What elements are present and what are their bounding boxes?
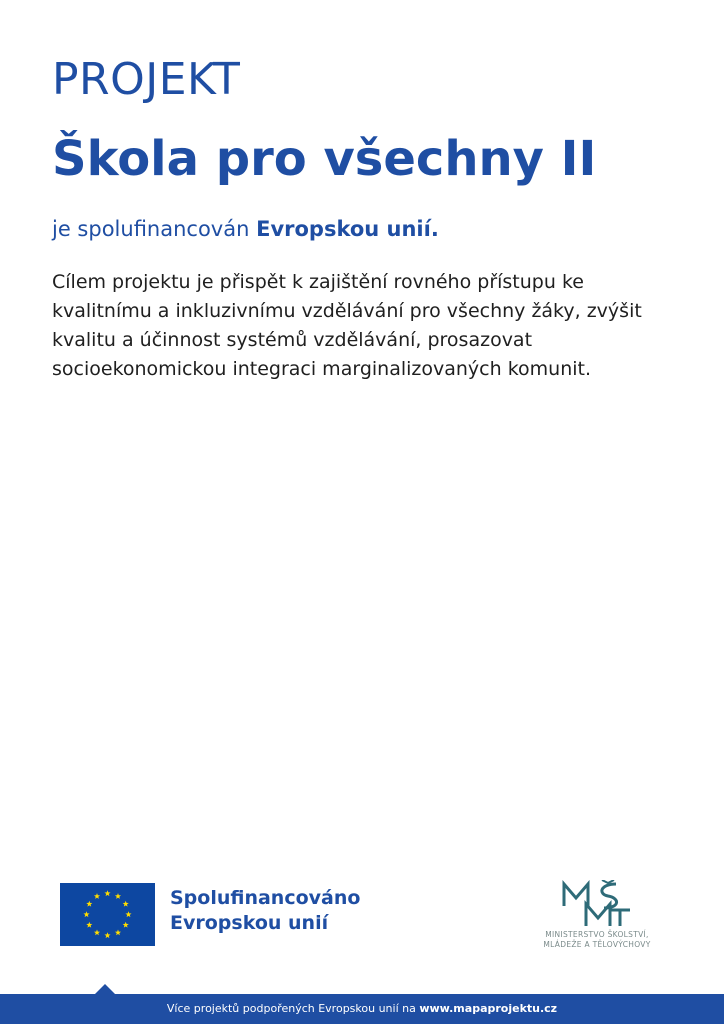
- project-label: PROJEKT: [52, 54, 241, 105]
- funding-statement: [52, 219, 439, 240]
- eu-logo-text: [170, 886, 360, 936]
- eu-star: [123, 901, 129, 907]
- eu-star: [86, 922, 92, 928]
- footer-text: Více projektů podpořených Evropskou unií na: [166, 1002, 420, 1015]
- eu-star: [83, 911, 89, 917]
- eu-star: [123, 922, 129, 928]
- footer-bar: [0, 994, 724, 1024]
- eu-star: [104, 932, 110, 938]
- description-line: kvalitnímu a inkluzivnímu vzdělávání pro všechny žáky, zvýšit: [52, 300, 642, 322]
- msmt-caption-line1: MINISTERSTVO ŠKOLSTVÍ,: [545, 930, 649, 939]
- eu-star: [86, 901, 92, 907]
- eu-logo-line1: Spolufinancováno: [170, 887, 361, 909]
- eu-star: [115, 929, 121, 935]
- eu-flag-icon: [60, 883, 155, 946]
- msmt-caption-line2: MLÁDEŽE A TĚLOVÝCHOVY: [543, 940, 651, 949]
- funding-emphasis: Evropskou unií.: [256, 217, 439, 241]
- eu-star: [125, 911, 131, 917]
- description-line: kvalitu a účinnost systémů vzdělávání, prosazovat: [52, 329, 533, 351]
- description-line: Cílem projektu je přispět k zajištění rovného přístupu ke: [52, 271, 584, 293]
- footer-link[interactable]: www.mapaprojektu.cz: [419, 1002, 558, 1015]
- project-title: Škola pro všechny II: [52, 131, 597, 187]
- eu-star: [94, 893, 100, 899]
- description-line: socioekonomickou integraci marginalizovaných komunit.: [52, 358, 592, 380]
- eu-star: [104, 890, 110, 896]
- eu-star: [115, 893, 121, 899]
- msmt-caption: [529, 930, 665, 950]
- eu-star: [94, 929, 100, 935]
- eu-stars: [60, 883, 155, 946]
- funding-prefix: je spolufinancován: [52, 217, 257, 241]
- eu-logo-line2: Evropskou unií: [170, 912, 329, 934]
- project-description: [52, 268, 692, 384]
- msmt-logo-icon: [560, 880, 632, 928]
